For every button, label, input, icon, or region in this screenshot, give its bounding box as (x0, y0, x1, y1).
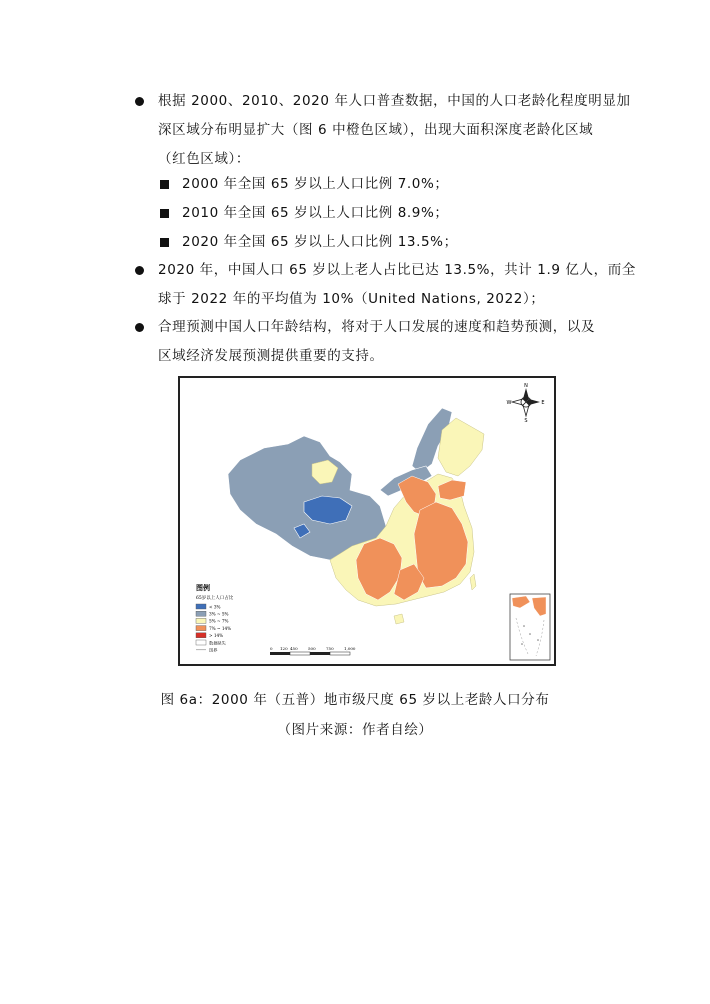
legend-label: 国界 (209, 647, 218, 653)
legend-swatch (196, 604, 206, 609)
figure-caption: 图 6a：2000 年（五普）地市级尺度 65 岁以上老龄人口分布 (160, 692, 550, 708)
bullet-1-line-3: （红色区域）： (158, 151, 250, 167)
legend-swatch (196, 611, 206, 616)
map-figure (178, 376, 556, 666)
bullet-3-line-2: 区域经济发展预测提供重要的支持。 (158, 348, 384, 364)
legend-label: 数据缺失 (209, 640, 226, 646)
bullet-dot (135, 266, 144, 275)
sub-bullet-square (160, 238, 169, 247)
bullet-1-line-1: 根据 2000、2010、2020 年人口普查数据，中国的人口老龄化程度明显加 (158, 93, 631, 109)
sub-bullet-3: 2020 年全国 65 岁以上人口比例 13.5%； (182, 234, 458, 250)
svg-text:1,000: 1,000 (344, 646, 356, 651)
region-hainan-yellow (394, 614, 404, 624)
svg-text:500: 500 (308, 646, 316, 651)
legend-swatch (196, 633, 206, 638)
svg-text:S: S (524, 418, 528, 424)
sub-bullet-square (160, 180, 169, 189)
legend-label: < 3% (209, 604, 221, 610)
svg-text:W: W (506, 400, 512, 406)
map-legend (196, 583, 234, 654)
legend-title: 图例 (196, 583, 210, 592)
bullet-2-line-2: 球于 2022 年的平均值为 10%（United Nations, 2022）； (158, 291, 545, 307)
legend-swatch (196, 618, 206, 623)
bullet-3-line-1: 合理预测中国人口年龄结构，将对于人口发展的速度和趋势预测，以及 (158, 319, 596, 335)
svg-text:750: 750 (326, 646, 334, 651)
legend-subtitle: 65岁以上人口占比 (196, 596, 234, 601)
sub-bullet-square (160, 209, 169, 218)
svg-text:N: N (524, 383, 528, 389)
svg-text:450: 450 (290, 646, 298, 651)
bullet-1-line-2: 深区域分布明显扩大（图 6 中橙色区域），出现大面积深度老龄化区域 (158, 122, 594, 138)
bullet-2-line-1: 2020 年，中国人口 65 岁以上老人占比已达 13.5%，共计 1.9 亿人，而全 (158, 262, 636, 278)
legend-label: 3% ~ 5% (209, 611, 229, 617)
legend-label: 5% ~ 7% (209, 618, 229, 624)
legend-label: > 14% (209, 633, 224, 639)
sub-bullet-2: 2010 年全国 65 岁以上人口比例 8.9%； (182, 205, 449, 221)
south-china-sea-inset (510, 594, 550, 660)
legend-label: 7% ~ 14% (209, 625, 232, 631)
bullet-dot (135, 97, 144, 106)
svg-text:120: 120 (280, 646, 288, 651)
legend-swatch (196, 640, 206, 645)
bullet-dot (135, 323, 144, 332)
china-map (180, 378, 554, 664)
region-west-gray (228, 436, 386, 560)
region-taiwan-yellow (470, 574, 476, 590)
svg-text:0: 0 (270, 646, 273, 651)
legend-swatch (196, 626, 206, 631)
svg-text:E: E (541, 400, 545, 406)
compass-icon (507, 383, 545, 424)
scale-bar (270, 646, 356, 655)
sub-bullet-1: 2000 年全国 65 岁以上人口比例 7.0%； (182, 176, 449, 192)
figure-source: （图片来源：作者自绘） (277, 722, 433, 738)
